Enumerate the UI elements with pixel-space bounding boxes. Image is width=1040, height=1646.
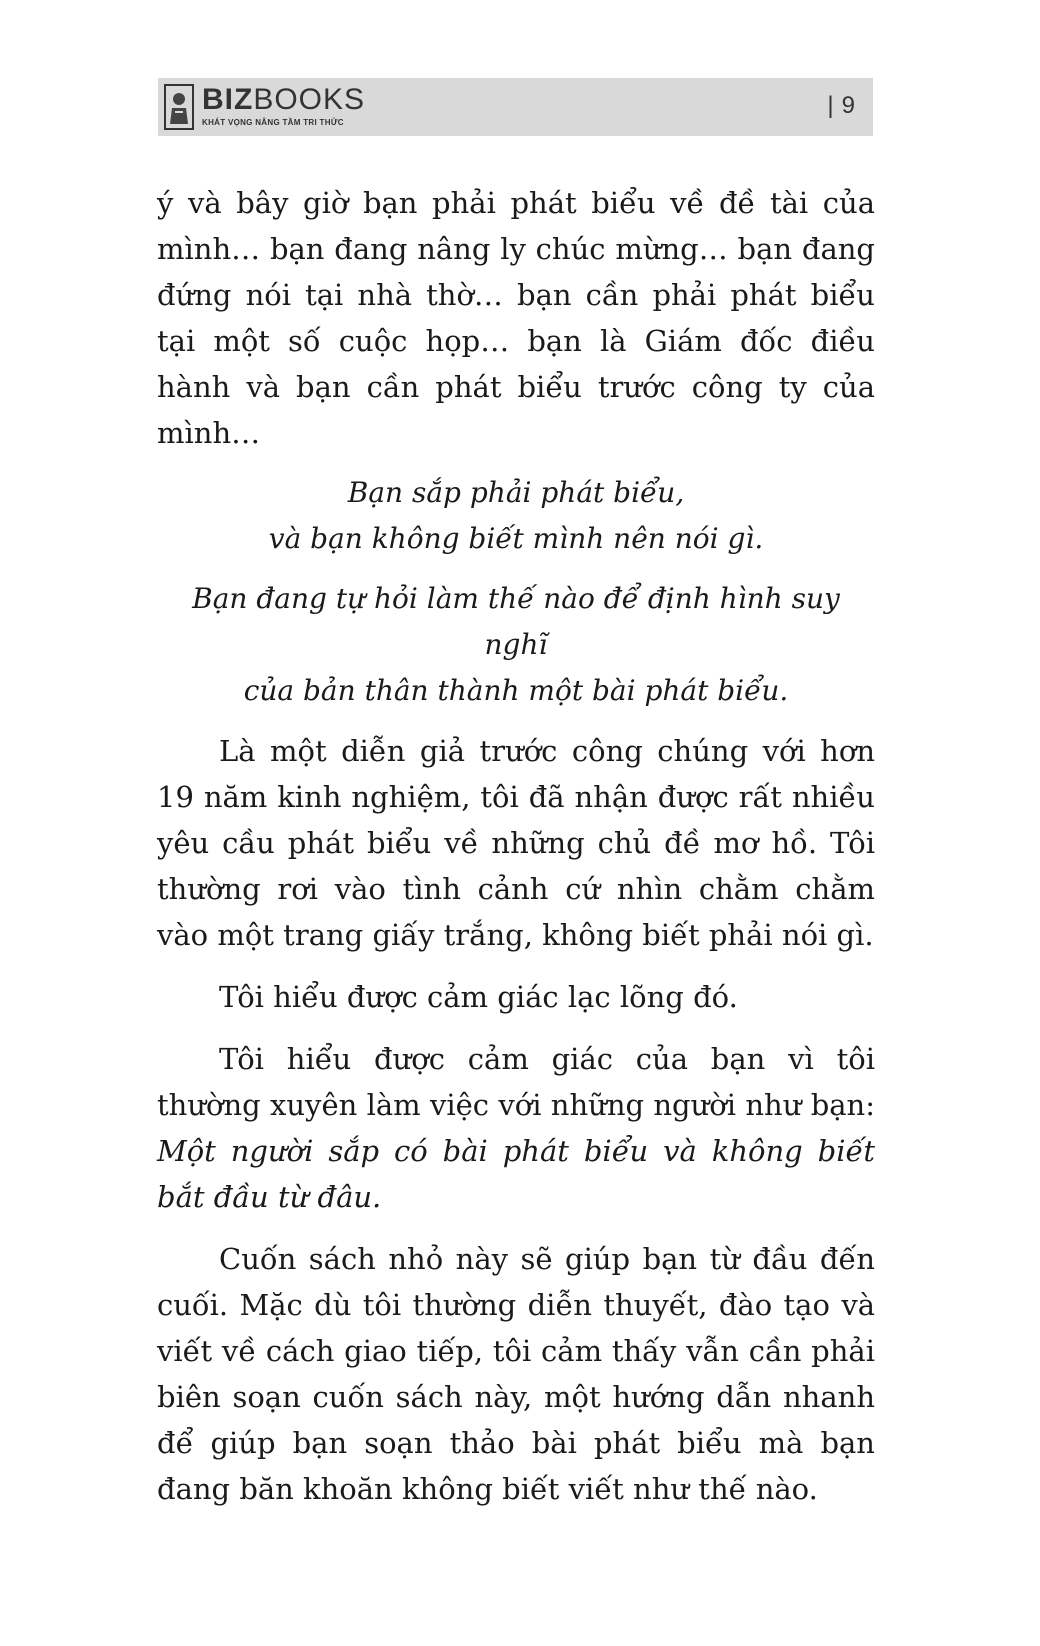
quote-1 [157,470,875,562]
paragraph-2: Là một diễn giả trước công chúng với hơn 19 năm kinh nghiệm, tôi đã nhận được rất nhiều yêu cầu phát biểu về những chủ đề mơ hồ. Tôi thường rơi vào tình cảnh cứ nhìn chằm chằm vào một trang giấy trắng, không biết phải nói gì. [157,734,875,952]
paragraph-3: Tôi hiểu được cảm giác lạc lõng đó. [219,980,738,1014]
quote-2-line-1: Bạn đang tự hỏi làm thế nào để định hình suy nghĩ [192,582,840,661]
paragraph-4-italic: Một người sắp có bài phát biểu và không biết bắt đầu từ đâu. [157,1134,875,1214]
brand-tagline: KHÁT VỌNG NÂNG TẦM TRI THỨC [202,118,344,127]
brand-biz: BIZ [202,83,254,116]
paragraph-4-text: Tôi hiểu được cảm giác của bạn vì tôi thường xuyên làm việc với những người như bạn: [157,1042,875,1122]
brand-name [202,84,365,116]
brand-books: BOOKS [253,83,366,116]
paragraph-5: Cuốn sách nhỏ này sẽ giúp bạn từ đầu đến cuối. Mặc dù tôi thường diễn thuyết, đào tạo và viết về cách giao tiếp, tôi cảm thấy vẫn cần phải biên soạn cuốn sách này, một hướng dẫn nhanh để giúp bạn soạn thảo bài phát biểu mà bạn đang băn khoăn không biết viết như thế nào. [157,1242,875,1506]
page-number-separator: | [827,92,834,119]
page-number [827,92,855,120]
quote-2-line-2: của bản thân thành một bài phát biểu. [243,674,789,707]
quote-1-line-2: và bạn không biết mình nên nói gì. [268,522,764,555]
page-header [158,78,873,136]
quote-2 [157,576,875,714]
bizbooks-logo-icon [164,84,194,130]
quote-1-line-1: Bạn sắp phải phát biểu, [347,476,685,509]
paragraph-1: ý và bây giờ bạn phải phát biểu về đề tài của mình… bạn đang nâng ly chúc mừng… bạn đang đứng nói tại nhà thờ… bạn cần phải phát biểu tại một số cuộc họp… bạn là Giám đốc điều hành và bạn cần phát biểu trước công ty của mình… [157,186,875,450]
page-body [157,180,875,1512]
paragraph-4 [157,1036,875,1220]
page-number-value: 9 [841,92,855,119]
